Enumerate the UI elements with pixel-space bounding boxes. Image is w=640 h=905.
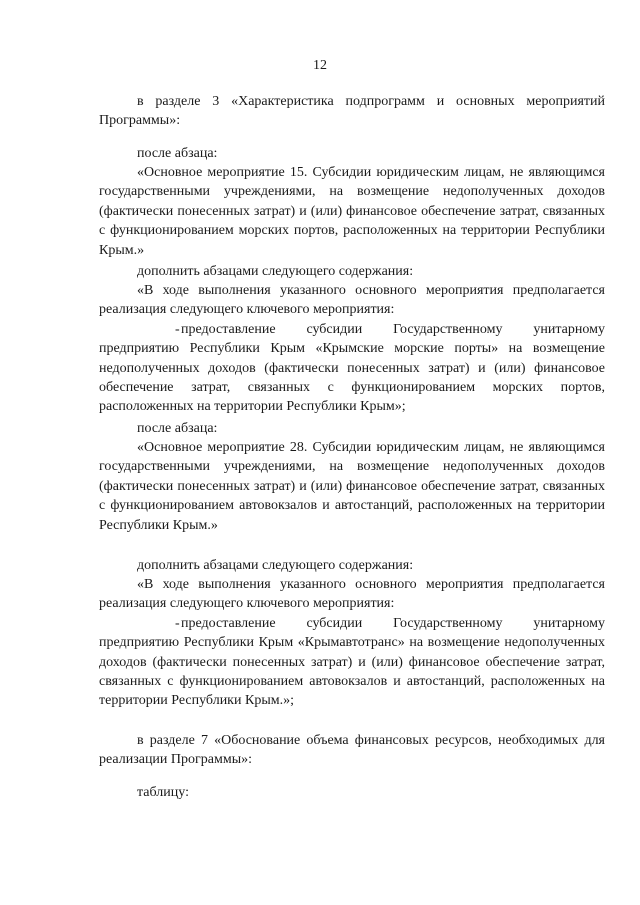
quoted-paragraph-28: «Основное мероприятие 28. Субсидии юридическим лицам, не являющимся государственными учреждениями, на возмещение недополученных доходов (фактически понесенных затрат) и (или) финансовое обеспечение затрат, связанных с функционированием автовокзалов и автостанций, расположенных на территории Республики Крым.» xyxy=(99,440,605,533)
added-text-block-2 xyxy=(99,575,605,711)
table-label: таблицу: xyxy=(137,785,189,800)
section-7-heading: в разделе 7 «Обоснование объема финансовых ресурсов, необходимых для реализации Программы»: xyxy=(99,733,605,768)
added-paragraph-intro: «В ходе выполнения указанного основного мероприятия предполагается реализация следующего ключевого мероприятия: xyxy=(99,577,605,612)
add-paragraphs-label-2: дополнить абзацами следующего содержания: xyxy=(137,558,414,573)
added-paragraph-item xyxy=(99,614,605,711)
added-paragraph-item-text: предоставление субсидии Государственному унитарному предприятию Республики Крым «Крымские морские порты» на возмещение недополученных доходов (фактически понесенных затрат) и (или) финансовое обеспечение затрат, связанных с функционированием морских портов, расположенных на территории Республики Крым»; xyxy=(99,321,605,415)
add-paragraphs-label-1: дополнить абзацами следующего содержания: xyxy=(137,264,414,279)
list-dash: - xyxy=(175,321,180,337)
section-3-heading: в разделе 3 «Характеристика подпрограмм и основных мероприятий Программы»: xyxy=(99,94,605,129)
added-paragraph-item-text: предоставление субсидии Государственному унитарному предприятию Республики Крым «Крымавтотранс» на возмещение недополученных доходов (фактически понесенных затрат) и (или) финансовое обеспечение затрат, связанных с функционированием автовокзалов и автостанций, расположенных на территории Республики Крым.»; xyxy=(99,615,605,709)
after-paragraph-label-2: после абзаца: xyxy=(137,421,218,436)
added-paragraph-intro: «В ходе выполнения указанного основного мероприятия предполагается реализация следующего ключевого мероприятия: xyxy=(99,283,605,318)
list-dash: - xyxy=(175,615,180,631)
quoted-paragraph-15: «Основное мероприятие 15. Субсидии юридическим лицам, не являющимся государственными учреждениями, на возмещение недополученных доходов (фактически понесенных затрат) и (или) финансовое обеспечение затрат, связанных с функционированием морских портов, расположенных на территории Республики Крым.» xyxy=(99,165,605,258)
added-paragraph-item xyxy=(99,320,605,417)
page-number: 12 xyxy=(313,58,327,73)
added-text-block-1 xyxy=(99,281,605,417)
after-paragraph-label-1: после абзаца: xyxy=(137,146,218,161)
